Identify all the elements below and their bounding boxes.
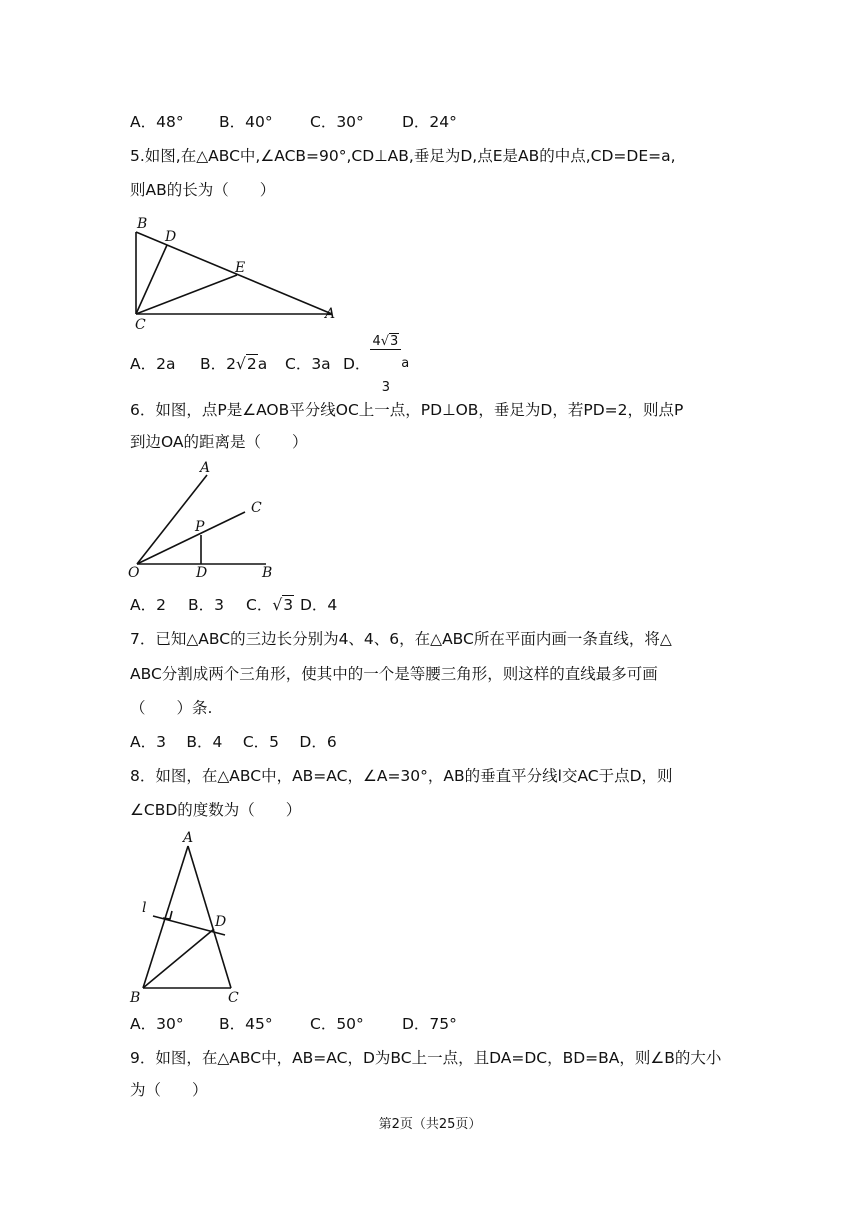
q6-figure <box>125 455 285 580</box>
q5-label-a: A <box>325 306 336 322</box>
q8-label-a: A <box>183 830 194 846</box>
q7-text-line3: （ ）条. <box>130 699 213 717</box>
sqrt-icon: √ <box>236 355 246 373</box>
q6-option-c: C．√3 <box>246 596 294 614</box>
q8-label-c: C <box>228 990 239 1006</box>
q4-option-c: C．30° <box>310 113 364 131</box>
q8-option-a: A．30° <box>130 1015 184 1033</box>
q6-label-o: O <box>128 565 140 580</box>
q8-text-line2: ∠CBD的度数为（ ） <box>130 801 302 819</box>
q9-text-line1: 9．如图，在△ABC中，AB=AC，D为BC上一点，且DA=DC，BD=BA，则∠B的大小 <box>130 1049 722 1067</box>
q5-label-c: C <box>135 317 146 333</box>
q4-option-a: A．48° <box>130 113 184 131</box>
q5-option-c: C．3a <box>285 355 331 373</box>
q8-option-c: C．50° <box>310 1015 364 1033</box>
q8-text-line1: 8．如图，在△ABC中，AB=AC，∠A=30°，AB的垂直平分线l交AC于点D，则 <box>130 767 673 785</box>
q6-label-p: P <box>195 519 205 535</box>
q5-option-d: D． $\frac{4√3}{3}$ a <box>343 333 410 395</box>
q6-option-a: A．2 <box>130 596 166 614</box>
q5-text-line2: 则AB的长为（ ） <box>130 181 276 199</box>
q6-option-d: D．4 <box>300 596 338 614</box>
q8-label-d: D <box>215 914 227 930</box>
q4-option-d: D．24° <box>402 113 457 131</box>
q6-label-d: D <box>196 565 208 580</box>
q6-label-c: C <box>251 500 262 516</box>
q4-option-b: B．40° <box>219 113 273 131</box>
q5-figure <box>125 210 345 335</box>
q8-figure <box>125 828 255 1008</box>
q7-options: A．3 B．4 C．5 D．6 <box>130 733 337 751</box>
q5-label-b: B <box>137 216 148 232</box>
q9-text-line2: 为（ ） <box>130 1081 208 1099</box>
q8-label-b: B <box>130 990 141 1006</box>
q6-text-line2: 到边OA的距离是（ ） <box>130 433 308 451</box>
sqrt-icon: √ <box>380 333 390 349</box>
q6-label-a: A <box>200 460 211 476</box>
q7-text-line1: 7．已知△ABC的三边长分别为4、4、6，在△ABC所在平面内画一条直线，将△ <box>130 630 672 648</box>
q6-label-b: B <box>262 565 273 580</box>
q5-option-a: A．2a <box>130 355 176 373</box>
q8-option-d: D．75° <box>402 1015 457 1033</box>
q5-label-e: E <box>235 260 246 276</box>
q6-option-b: B．3 <box>188 596 224 614</box>
q5-option-b: B．2√2a <box>200 355 268 373</box>
q5-label-d: D <box>165 229 177 245</box>
q8-option-b: B．45° <box>219 1015 273 1033</box>
q6-text-line1: 6．如图，点P是∠AOB平分线OC上一点，PD⊥OB，垂足为D，若PD=2，则点P <box>130 401 684 419</box>
sqrt-icon: √ <box>272 596 283 614</box>
page-footer: 第2页（共25页） <box>378 1117 482 1132</box>
q7-text-line2: ABC分割成两个三角形，使其中的一个是等腰三角形，则这样的直线最多可画 <box>130 665 658 683</box>
q8-label-l: l <box>142 900 147 916</box>
q5-text-line1: 5.如图,在△ABC中,∠ACB=90°,CD⊥AB,垂足为D,点E是AB的中点,CD=DE=a, <box>130 147 676 165</box>
